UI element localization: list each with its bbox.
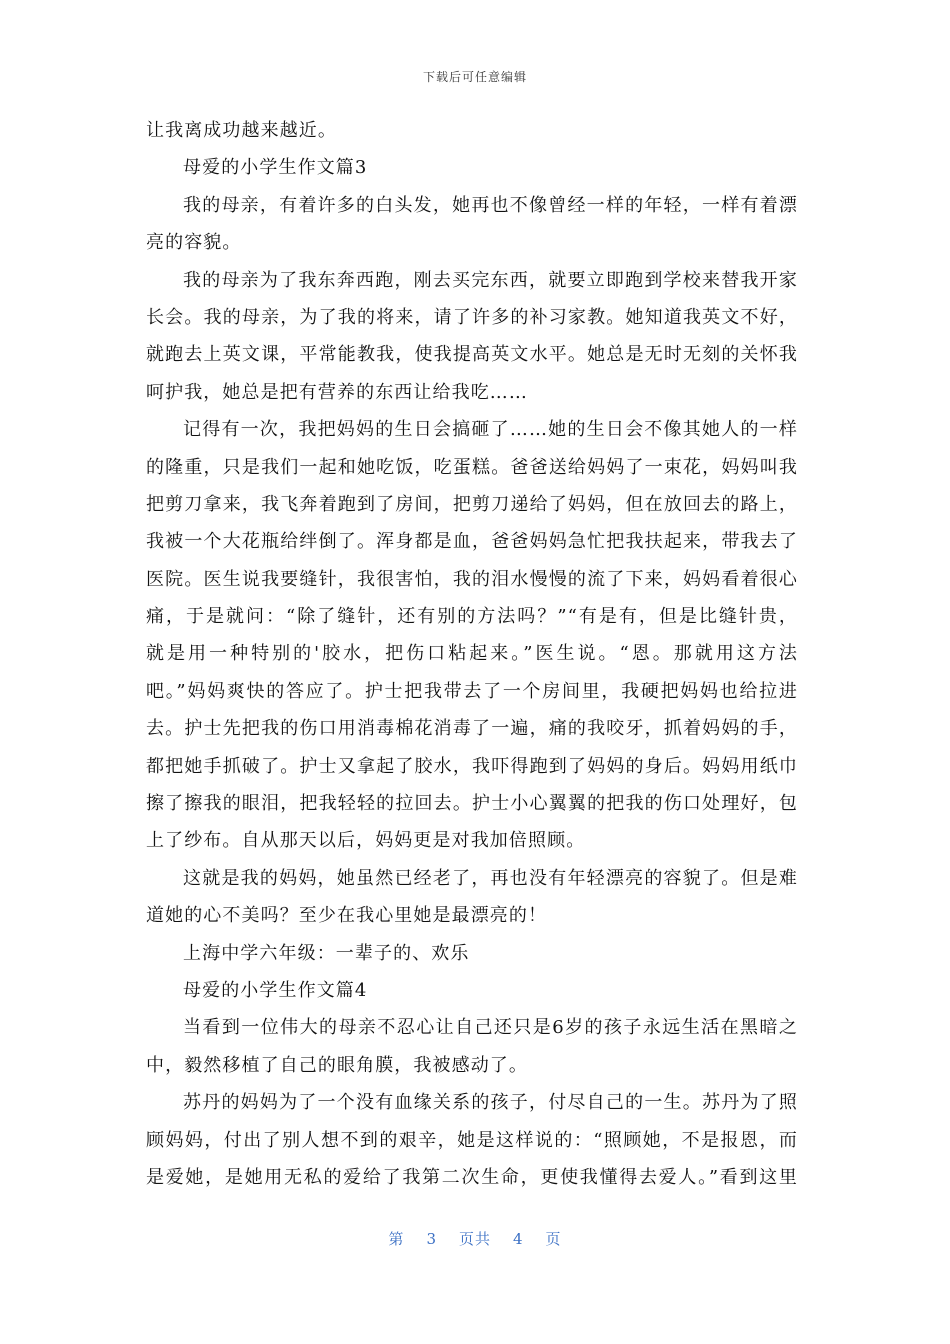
text-line: 呵护我，她总是把有营养的东西让给我吃……	[146, 381, 528, 403]
author-line: 上海中学六年级：一辈子的、欢乐	[183, 942, 470, 964]
document-body	[146, 112, 798, 1196]
text-line: 医院。医生说我要缝针，我很害怕，我的泪水慢慢的流了下来，妈妈看着很心	[146, 568, 798, 590]
text-line: 这就是我的妈妈，她虽然已经老了，再也没有年轻漂亮的容貌了。但是难	[183, 867, 798, 889]
section-heading: 母爱的小学生作文篇3	[183, 157, 368, 179]
text-line: 中，毅然移植了自己的眼角膜，我被感动了。	[146, 1054, 528, 1076]
text-line: 痛，于是就问：“除了缝针，还有别的方法吗？”“有是有，但是比缝针贵，	[146, 606, 798, 628]
section-heading: 母爱的小学生作文篇4	[183, 979, 368, 1001]
text-line: 我的母亲，有着许多的白头发，她再也不像曾经一样的年轻，一样有着漂	[183, 194, 798, 216]
text-line: 就跑去上英文课，平常能教我，使我提高英文水平。她总是无时无刻的关怀我	[146, 344, 798, 366]
text-line: 苏丹的妈妈为了一个没有血缘关系的孩子，付尽自己的一生。苏丹为了照	[183, 1092, 798, 1114]
page-label-prefix: 第	[388, 1230, 405, 1248]
text-line: 把剪刀拿来，我飞奔着跑到了房间，把剪刀递给了妈妈，但在放回去的路上，	[146, 493, 798, 515]
text-line: 都把她手抓破了。护士又拿起了胶水，我吓得跑到了妈妈的身后。妈妈用纸巾	[146, 755, 798, 777]
text-line: 当看到一位伟大的母亲不忍心让自己还只是6岁的孩子永远生活在黑暗之	[183, 1017, 798, 1039]
text-line: 我被一个大花瓶给绊倒了。浑身都是血，爸爸妈妈急忙把我扶起来，带我去了	[146, 531, 798, 553]
text-line: 擦了擦我的眼泪，把我轻轻的拉回去。护士小心翼翼的把我的伤口处理好，包	[146, 793, 798, 815]
text-line: 长会。我的母亲，为了我的将来，请了许多的补习家教。她知道我英文不好，	[146, 306, 798, 328]
total-pages-number: 4	[513, 1230, 524, 1248]
text-line: 顾妈妈，付出了别人想不到的艰辛，她是这样说的：“照顾她，不是报恩，而	[146, 1129, 798, 1151]
text-line: 我的母亲为了我东奔西跑，刚去买完东西，就要立即跑到学校来替我开家	[183, 269, 798, 291]
text-line: 记得有一次，我把妈妈的生日会搞砸了……她的生日会不像其她人的一样	[183, 419, 798, 441]
text-line: 的隆重，只是我们一起和她吃饭，吃蛋糕。爸爸送给妈妈了一束花，妈妈叫我	[146, 456, 798, 478]
current-page-number: 3	[426, 1230, 437, 1248]
text-line: 去。护士先把我的伤口用消毒棉花消毒了一遍，痛的我咬牙，抓着妈妈的手，	[146, 718, 798, 740]
text-line: 就是用一种特别的'胶水，把伤口粘起来。”医生说。“恩。那就用这方法	[146, 643, 798, 665]
page-label-middle: 页共	[458, 1230, 491, 1248]
text-line: 让我离成功越来越近。	[146, 120, 337, 141]
text-line: 是爱她，是她用无私的爱给了我第二次生命，更使我懂得去爱人。”看到这里	[146, 1166, 798, 1188]
page-header: 下载后可任意编辑	[422, 70, 527, 84]
text-line: 上了纱布。自从那天以后，妈妈更是对我加倍照顾。	[146, 830, 586, 852]
page-label-suffix: 页	[545, 1230, 562, 1248]
text-line: 亮的容貌。	[146, 232, 242, 254]
text-line: 道她的心不美吗？至少在我心里她是最漂亮的！	[146, 905, 548, 927]
page-footer	[0, 1228, 950, 1249]
text-line: 吧。”妈妈爽快的答应了。护士把我带去了一个房间里，我硬把妈妈也给拉进	[146, 680, 798, 702]
